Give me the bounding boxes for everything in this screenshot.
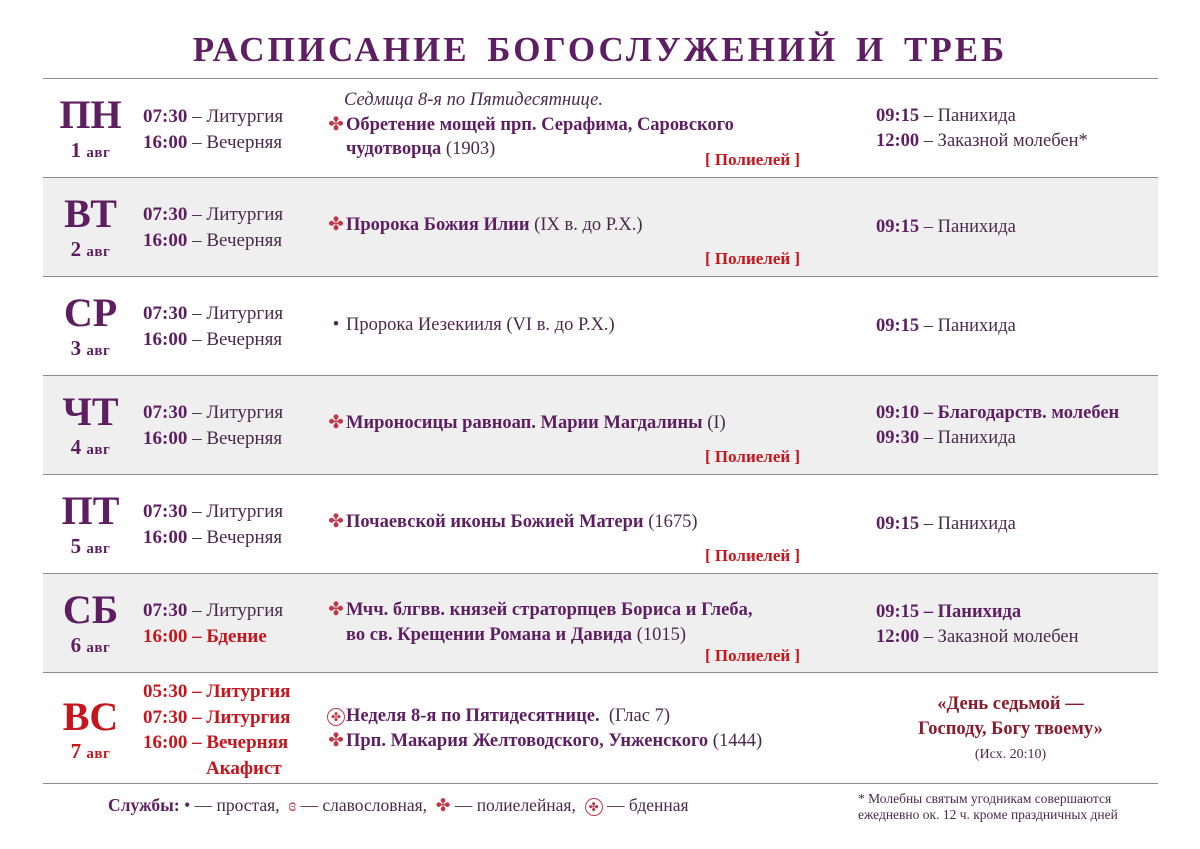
scripture-quote: «День седьмой — Господу, Богу твоему» (Исх. 20:10): [918, 694, 1103, 762]
feast: • Пророка Иезекииля (VI в. до Р.Х.): [326, 313, 615, 338]
service-list: 07:30 – Литургия 16:00 – Вечерняя: [143, 501, 284, 548]
feast: ✤ Мчч. блгвв. князей страторпцев Бориса и Глеба, во св. Крещении Романа и Давида (1015): [326, 598, 752, 647]
feast: ✤ Неделя 8-я по Пятидесятнице. (Глас 7) ✤ Прп. Макария Желтоводского, Унженского (1444): [326, 704, 762, 753]
day-date: 1 авг: [70, 138, 111, 162]
simple-service-icon: •: [184, 795, 195, 815]
feast: ✤ Пророка Божия Илии (IX в. до Р.Х.): [326, 213, 643, 238]
day-row-thu: [43, 376, 1158, 474]
day-abbr: ЧТ: [62, 389, 119, 434]
day-abbr: ВС: [62, 694, 119, 739]
day-abbr: ВТ: [64, 191, 117, 236]
vigil-icon: ✤: [585, 798, 603, 816]
feast: Седмица 8-я по Пятидесятнице. ✤ Обретение мощей прп. Серафима, Саровского чудотворца (1903): [326, 88, 734, 162]
divider: [43, 783, 1158, 784]
day-row-mon: [43, 79, 1158, 177]
polieley-badge: [ Полиелей ]: [705, 646, 801, 665]
extra-services: 09:15 – Панихида 12:00 – Заказной молебен: [876, 602, 1079, 647]
day-row-wed: [43, 277, 1158, 375]
day-row-sat: [43, 574, 1158, 672]
service-list: 05:30 – Литургия 07:30 – Литургия 16:00 – Вечерняя Акафист: [143, 681, 291, 779]
extra-services: 09:15 – Панихида: [876, 316, 1016, 336]
day-date: 7 авг: [70, 739, 111, 763]
polyeleos-icon: ✤: [328, 730, 344, 751]
polyeleos-icon: ✤: [328, 512, 344, 532]
legend: Службы: • — простая, ɞ — славословная, ✤ — полиелейная, ✤ — бденная: [108, 795, 689, 815]
day-abbr: СР: [63, 290, 118, 335]
day-abbr: СБ: [62, 587, 119, 632]
vigil-icon: ✤: [326, 704, 346, 729]
service-list: 07:30 – Литургия 16:00 – Вечерняя: [143, 303, 284, 350]
service-list: 07:30 – Литургия 16:00 – Вечерняя: [143, 402, 284, 449]
day-abbr: ПТ: [61, 488, 120, 533]
day-date: 3 авг: [70, 336, 111, 360]
polieley-badge: [ Полиелей ]: [705, 150, 801, 169]
day-row-tue: [43, 178, 1158, 276]
day-row-sun: [43, 673, 1158, 783]
extra-services: 09:15 – Панихида: [876, 217, 1016, 237]
polieley-badge: [ Полиелей ]: [705, 249, 801, 268]
footnote: * Молебны святым угодникам совершаются ежедневно ок. 12 ч. кроме праздничных дней: [858, 791, 1118, 822]
service-list: 07:30 – Литургия 16:00 – Вечерняя: [143, 204, 284, 251]
day-date: 5 авг: [70, 534, 111, 558]
polyeleos-icon: ✤: [328, 215, 344, 235]
extra-services: 09:10 – Благодарств. молебен 09:30 – Панихида: [876, 403, 1120, 448]
day-row-fri: [43, 475, 1158, 573]
page-title: РАСПИСАНИЕ БОГОСЛУЖЕНИЙ И ТРЕБ: [192, 30, 1008, 69]
polyeleos-icon: ✤: [328, 114, 344, 135]
polieley-badge: [ Полиелей ]: [705, 546, 801, 565]
feast: ✤ Почаевской иконы Божией Матери (1675): [326, 510, 698, 535]
day-date: 2 авг: [70, 237, 111, 261]
extra-services: 09:15 – Панихида 12:00 – Заказной молебен*: [876, 106, 1088, 151]
day-date: 6 авг: [70, 633, 111, 657]
simple-service-icon: •: [332, 315, 340, 335]
doxology-icon: ɞ: [288, 795, 297, 815]
polyeleos-icon: ✤: [435, 795, 451, 815]
extra-services: 09:15 – Панихида: [876, 514, 1016, 534]
feast: ✤ Мироносицы равноап. Марии Магдалины (I): [326, 411, 726, 436]
day-abbr: ПН: [59, 92, 122, 137]
service-list: 07:30 – Литургия 16:00 – Бдение: [143, 600, 284, 647]
service-list: 07:30 – Литургия 16:00 – Вечерняя: [143, 106, 284, 153]
polieley-badge: [ Полиелей ]: [705, 447, 801, 466]
polyeleos-icon: ✤: [328, 600, 344, 620]
day-date: 4 авг: [70, 435, 111, 459]
polyeleos-icon: ✤: [328, 413, 344, 433]
